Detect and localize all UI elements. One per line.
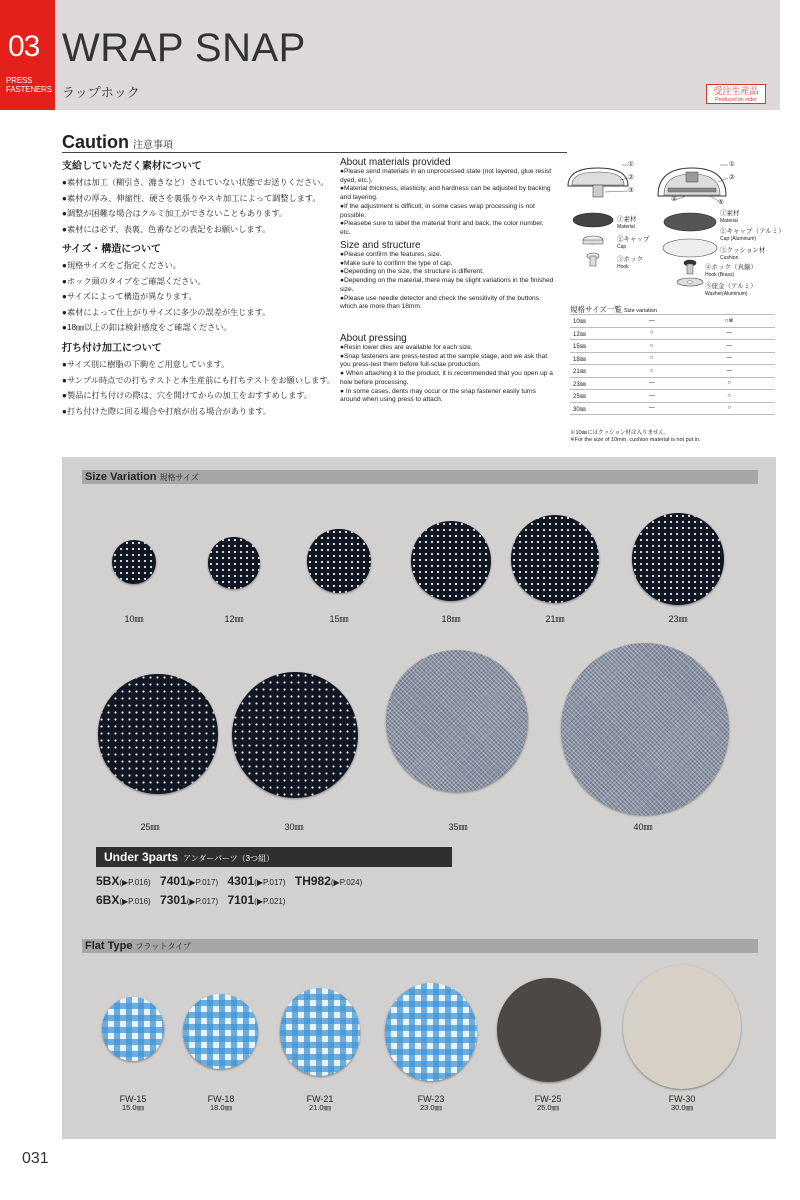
flat-size: 30.0㎜ bbox=[670, 1103, 694, 1112]
label-jp: ④ホック（真鍮） bbox=[705, 264, 757, 271]
part-ref-link[interactable]: (▶P.016) bbox=[119, 878, 151, 887]
under-parts-title-jp: アンダーパーツ（3つ組） bbox=[183, 854, 275, 863]
part-ref-link[interactable]: (▶P.017) bbox=[186, 878, 219, 887]
flat-code: FW-18 bbox=[207, 1094, 235, 1104]
size-table-row bbox=[570, 327, 775, 340]
dotted-button-10mm bbox=[112, 540, 156, 584]
jp-section-materials bbox=[62, 157, 337, 237]
dotted-button-30mm bbox=[232, 672, 358, 798]
light-plain-button-fw30 bbox=[623, 965, 741, 1089]
label-jp: ②キャップ bbox=[617, 236, 650, 243]
dotted-button-25mm bbox=[98, 674, 218, 794]
label-jp: ③クッション材 bbox=[720, 247, 766, 254]
label-jp: ①素材 bbox=[720, 210, 740, 217]
diagram-num: ① bbox=[729, 161, 735, 168]
diagram-num: ⑤ bbox=[718, 199, 724, 206]
diagram-num: ④ bbox=[671, 196, 677, 203]
size-table-row bbox=[570, 340, 775, 353]
en-section-size bbox=[340, 240, 555, 312]
label-hook-brass bbox=[705, 264, 757, 279]
size-table-cell-a: — bbox=[620, 377, 683, 390]
woven-button-40mm bbox=[561, 643, 729, 815]
jp-section-heading: 打ち付け加工について bbox=[62, 343, 162, 354]
jp-item: ●打ち付けた際に回る場合や打痕が出る場合があります。 bbox=[62, 406, 271, 416]
flat-caption bbox=[181, 1094, 261, 1112]
diagram-num: ② bbox=[729, 174, 735, 181]
caution-divider bbox=[62, 152, 567, 153]
size-table-cell-b: — bbox=[683, 352, 775, 365]
size-table-cell-b: ○※ bbox=[683, 315, 775, 328]
size-table-row bbox=[570, 365, 775, 378]
size-caption: 40㎜ bbox=[633, 822, 653, 832]
caution-title: Caution bbox=[62, 132, 129, 152]
label-cap bbox=[617, 236, 650, 251]
label-en: Material bbox=[617, 223, 635, 230]
jp-item: ●サイズ別に樹脂の下駒をご用意しています。 bbox=[62, 360, 230, 369]
en-section-heading: About pressing bbox=[340, 333, 407, 344]
flat-code: FW-25 bbox=[534, 1094, 562, 1104]
size-table-row bbox=[570, 390, 775, 403]
en-item: ●Snap fasteners are press-tested at the sample stage, and we ask that you press-test them before full-sclae production. bbox=[340, 352, 548, 369]
woven-button-35mm bbox=[386, 650, 528, 792]
jp-item: ●サイズによって構造が異なります。 bbox=[62, 292, 197, 301]
caution-heading bbox=[62, 132, 173, 153]
chapter-label-line2: FASTENERS bbox=[6, 85, 52, 94]
label-jp: ②キャップ（アルミ） bbox=[720, 228, 785, 235]
en-section-materials bbox=[340, 157, 555, 238]
produced-on-order-badge bbox=[706, 84, 766, 104]
under-parts-title: Under 3parts bbox=[104, 850, 179, 864]
size-table-cell-size: 12㎜ bbox=[570, 327, 620, 340]
jp-item: ●規格サイズをご指定ください。 bbox=[62, 261, 181, 270]
size-table-row bbox=[570, 352, 775, 365]
page-header bbox=[0, 0, 780, 110]
note-en: ※For the size of 10mm, cushion material is not put in. bbox=[570, 437, 701, 443]
jp-section-heading: サイズ・構造について bbox=[62, 244, 161, 255]
part-code: 7401 bbox=[160, 874, 187, 888]
size-caption: 18㎜ bbox=[441, 614, 461, 624]
size-caption: 25㎜ bbox=[140, 822, 160, 832]
size-table-title-jp: 規格サイズ一覧 bbox=[570, 305, 622, 314]
size-caption: 23㎜ bbox=[668, 614, 688, 624]
en-section-pressing bbox=[340, 333, 555, 405]
gingham-button-fw21 bbox=[280, 988, 360, 1076]
en-item: ●Resin lower dies are available for each size. bbox=[340, 344, 473, 351]
size-table-cell-size: 30㎜ bbox=[570, 402, 620, 415]
flat-type-bar bbox=[82, 939, 758, 953]
flat-size: 18.0㎜ bbox=[209, 1103, 233, 1112]
under-parts-bar bbox=[96, 847, 452, 867]
part-code: 4301 bbox=[227, 874, 255, 888]
dotted-button-21mm bbox=[511, 515, 599, 603]
size-table-row bbox=[570, 315, 775, 328]
flat-type-title: Flat Type bbox=[85, 940, 133, 952]
jp-section-size bbox=[62, 240, 337, 336]
label-cushion bbox=[720, 247, 765, 262]
en-section-heading: About materials provided bbox=[340, 157, 451, 168]
part-code: 5BX bbox=[96, 874, 120, 888]
label-material bbox=[617, 216, 637, 231]
en-item: ● When attaching it to the product, it is recommended that you open up a hole before processing. bbox=[340, 370, 553, 386]
size-table-cell-b: — bbox=[683, 327, 775, 340]
en-item: ●Make sure to confirm the type of cap. bbox=[340, 259, 453, 267]
jp-item: ●素材によって仕上がりサイズに多少の誤差が生じます。 bbox=[62, 307, 271, 317]
page-subtitle: ラップホック bbox=[62, 85, 140, 100]
size-table-title-en: Size variation bbox=[624, 308, 658, 314]
part-code: 7101 bbox=[227, 893, 255, 907]
note-jp: ※10㎜にはクッション材は入りません。 bbox=[570, 430, 670, 436]
size-table-cell-b: ○ bbox=[683, 390, 775, 403]
jp-item: ●素材の厚み、伸縮性、硬さを裏張りやスキ加工によって調整します。 bbox=[62, 193, 321, 203]
dotted-button-12mm bbox=[208, 537, 260, 589]
label-hook bbox=[617, 256, 643, 271]
flat-caption bbox=[508, 1094, 588, 1112]
label-jp: ③ホック bbox=[617, 256, 643, 263]
label-en: Material bbox=[720, 217, 738, 224]
part-ref-link[interactable]: (▶P.016) bbox=[119, 897, 151, 906]
page-number: 031 bbox=[22, 1150, 49, 1167]
badge-en: Produced on order bbox=[715, 97, 757, 103]
gingham-button-fw15 bbox=[102, 997, 164, 1061]
en-item: ●Depending on the size, the structure is different. bbox=[340, 268, 484, 276]
size-table-cell-a: ○ bbox=[620, 365, 683, 378]
size-table-cell-size: 25㎜ bbox=[570, 390, 620, 403]
structure-diagram bbox=[560, 158, 785, 308]
label-jp: ⑤座金（アルミ） bbox=[705, 283, 757, 290]
jp-section-heading: 支給していただく素材について bbox=[62, 161, 202, 172]
size-table-cell-a: — bbox=[620, 390, 683, 403]
part-ref-link[interactable]: (▶P.017) bbox=[254, 878, 286, 887]
size-caption: 12㎜ bbox=[224, 614, 244, 624]
label-en: Cap (Aluminum) bbox=[720, 235, 757, 242]
en-item: ●Material thickness, elasticity, and hardness can be adjusted by backing and layering. bbox=[340, 185, 551, 202]
jp-item: ●素材は加工（糊引き、漉きなど）されていない状態でお送りください。 bbox=[62, 178, 329, 187]
size-caption: 30㎜ bbox=[284, 822, 304, 832]
part-ref-link[interactable]: (▶P.021) bbox=[254, 897, 286, 906]
diagram-num: ① bbox=[628, 161, 634, 168]
size-table-cell-a: ○ bbox=[620, 327, 683, 340]
size-table bbox=[570, 314, 775, 415]
en-item: ●Pleasebe sure to label the material front and back, the color number, etc. bbox=[340, 220, 544, 236]
page-title: WRAP SNAP bbox=[62, 26, 306, 70]
size-table-cell-b: ○ bbox=[683, 402, 775, 415]
en-item: ●Please confirm the features, size. bbox=[340, 251, 442, 258]
size-table-cell-a: ○ bbox=[620, 340, 683, 353]
jp-item: ●調整が困難な場合はクルミ加工ができないこともあります。 bbox=[62, 209, 288, 218]
en-section-heading: Size and structure bbox=[340, 240, 421, 251]
jp-item: ●製品に打ち付けの際は、穴を開けてからの加工をおすすめします。 bbox=[62, 391, 312, 400]
size-table-cell-b: — bbox=[683, 365, 775, 378]
size-table-cell-b: — bbox=[683, 340, 775, 353]
flat-code: FW-15 bbox=[119, 1094, 147, 1104]
size-table-row bbox=[570, 377, 775, 390]
under-parts-row-1 bbox=[96, 874, 368, 888]
size-variation-title-jp: 規格サイズ bbox=[159, 473, 199, 482]
size-table-cell-size: 18㎜ bbox=[570, 352, 620, 365]
label-jp: ①素材 bbox=[617, 216, 637, 223]
flat-code: FW-23 bbox=[417, 1094, 445, 1104]
flat-code: FW-21 bbox=[306, 1094, 334, 1104]
label-en: Cushion bbox=[720, 254, 739, 261]
part-code: TH982 bbox=[294, 874, 331, 888]
size-table-cell-b: ○ bbox=[683, 377, 775, 390]
en-item: ●Depending on the material, there may be slight variations in the finished size. bbox=[340, 277, 554, 293]
size-table-cell-a: — bbox=[620, 402, 683, 415]
size-caption: 35㎜ bbox=[448, 822, 468, 832]
dotted-button-23mm bbox=[632, 513, 724, 605]
size-table-cell-size: 10㎜ bbox=[570, 315, 620, 328]
flat-caption bbox=[93, 1094, 173, 1112]
en-item: ● In some cases, dents may occur or the snap fastener easliy turns around when using press to attach. bbox=[340, 387, 537, 404]
size-table-cell-a: — bbox=[620, 315, 683, 328]
chapter-label bbox=[6, 76, 52, 94]
size-table-cell-size: 15㎜ bbox=[570, 340, 620, 353]
flat-size: 21.0㎜ bbox=[308, 1103, 332, 1112]
flat-type-title-jp: フラットタイプ bbox=[135, 942, 191, 951]
diagram-num: ③ bbox=[628, 187, 634, 194]
en-item: ●Please use needle detector and check the sensitivity of the buttons which are more than 18mm. bbox=[340, 294, 539, 311]
en-item: ●If the adjustment is difficult, in some cases wrap processing is not possible. bbox=[340, 202, 535, 219]
flat-size: 25.0㎜ bbox=[536, 1103, 560, 1112]
label-washer bbox=[705, 283, 757, 298]
part-ref-link[interactable]: (▶P.017) bbox=[186, 897, 219, 906]
label-material bbox=[720, 210, 740, 225]
flat-caption bbox=[280, 1094, 360, 1112]
under-parts-row-2 bbox=[96, 893, 292, 907]
badge-jp: 受注生産品 bbox=[713, 86, 759, 96]
en-item: ●Please send materials in an unprocessed state (not layered, glue resist dyed, etc.). bbox=[340, 168, 552, 184]
jp-item: ●素材には必ず、表裏、色番などの表記をお願いします。 bbox=[62, 224, 271, 234]
size-table-cell-size: 21㎜ bbox=[570, 365, 620, 378]
label-en: Hook (Brass) bbox=[705, 271, 735, 278]
size-variation-bar bbox=[82, 470, 758, 484]
caution-title-jp: 注意事項 bbox=[133, 140, 173, 151]
flat-code: FW-30 bbox=[668, 1094, 696, 1104]
chapter-number: 03 bbox=[8, 30, 40, 63]
diagram-num: ② bbox=[628, 174, 634, 181]
size-caption: 15㎜ bbox=[329, 614, 349, 624]
flat-size: 23.0㎜ bbox=[419, 1103, 443, 1112]
size-caption: 21㎜ bbox=[545, 614, 565, 624]
size-table-cell-size: 23㎜ bbox=[570, 377, 620, 390]
gingham-button-fw18 bbox=[183, 994, 258, 1069]
size-table-note bbox=[570, 430, 701, 444]
chapter-label-line1: PRESS bbox=[6, 76, 33, 85]
dotted-button-15mm bbox=[307, 529, 371, 593]
flat-caption bbox=[642, 1094, 722, 1112]
part-ref-link[interactable]: (▶P.024) bbox=[330, 878, 363, 887]
dark-plain-button-fw25 bbox=[497, 978, 601, 1082]
size-table-cell-a: ○ bbox=[620, 352, 683, 365]
size-caption: 10㎜ bbox=[124, 614, 144, 624]
label-en: Hook bbox=[617, 263, 629, 270]
jp-item: ●サンプル時点での打ちテストと本生産前にも打ちテストをお願いします。 bbox=[62, 375, 336, 385]
flat-caption bbox=[391, 1094, 471, 1112]
gingham-button-fw23 bbox=[385, 983, 477, 1081]
flat-size: 15.0㎜ bbox=[121, 1103, 145, 1112]
part-code: 6BX bbox=[96, 893, 120, 907]
dotted-button-18mm bbox=[411, 521, 491, 601]
jp-section-pressing bbox=[62, 339, 337, 419]
size-variation-title: Size Variation bbox=[85, 471, 157, 483]
chapter-tab bbox=[0, 0, 55, 110]
label-cap-aluminum bbox=[720, 228, 785, 243]
part-code: 7301 bbox=[160, 893, 187, 907]
jp-item: ●18㎜以上の釦は検針感度をご確認ください。 bbox=[62, 323, 232, 332]
label-en: Washer(Aluminum) bbox=[705, 290, 748, 297]
size-table-row bbox=[570, 402, 775, 415]
jp-item: ●ホック頭のタイプをご確認ください。 bbox=[62, 276, 206, 286]
label-en: Cap bbox=[617, 243, 627, 250]
